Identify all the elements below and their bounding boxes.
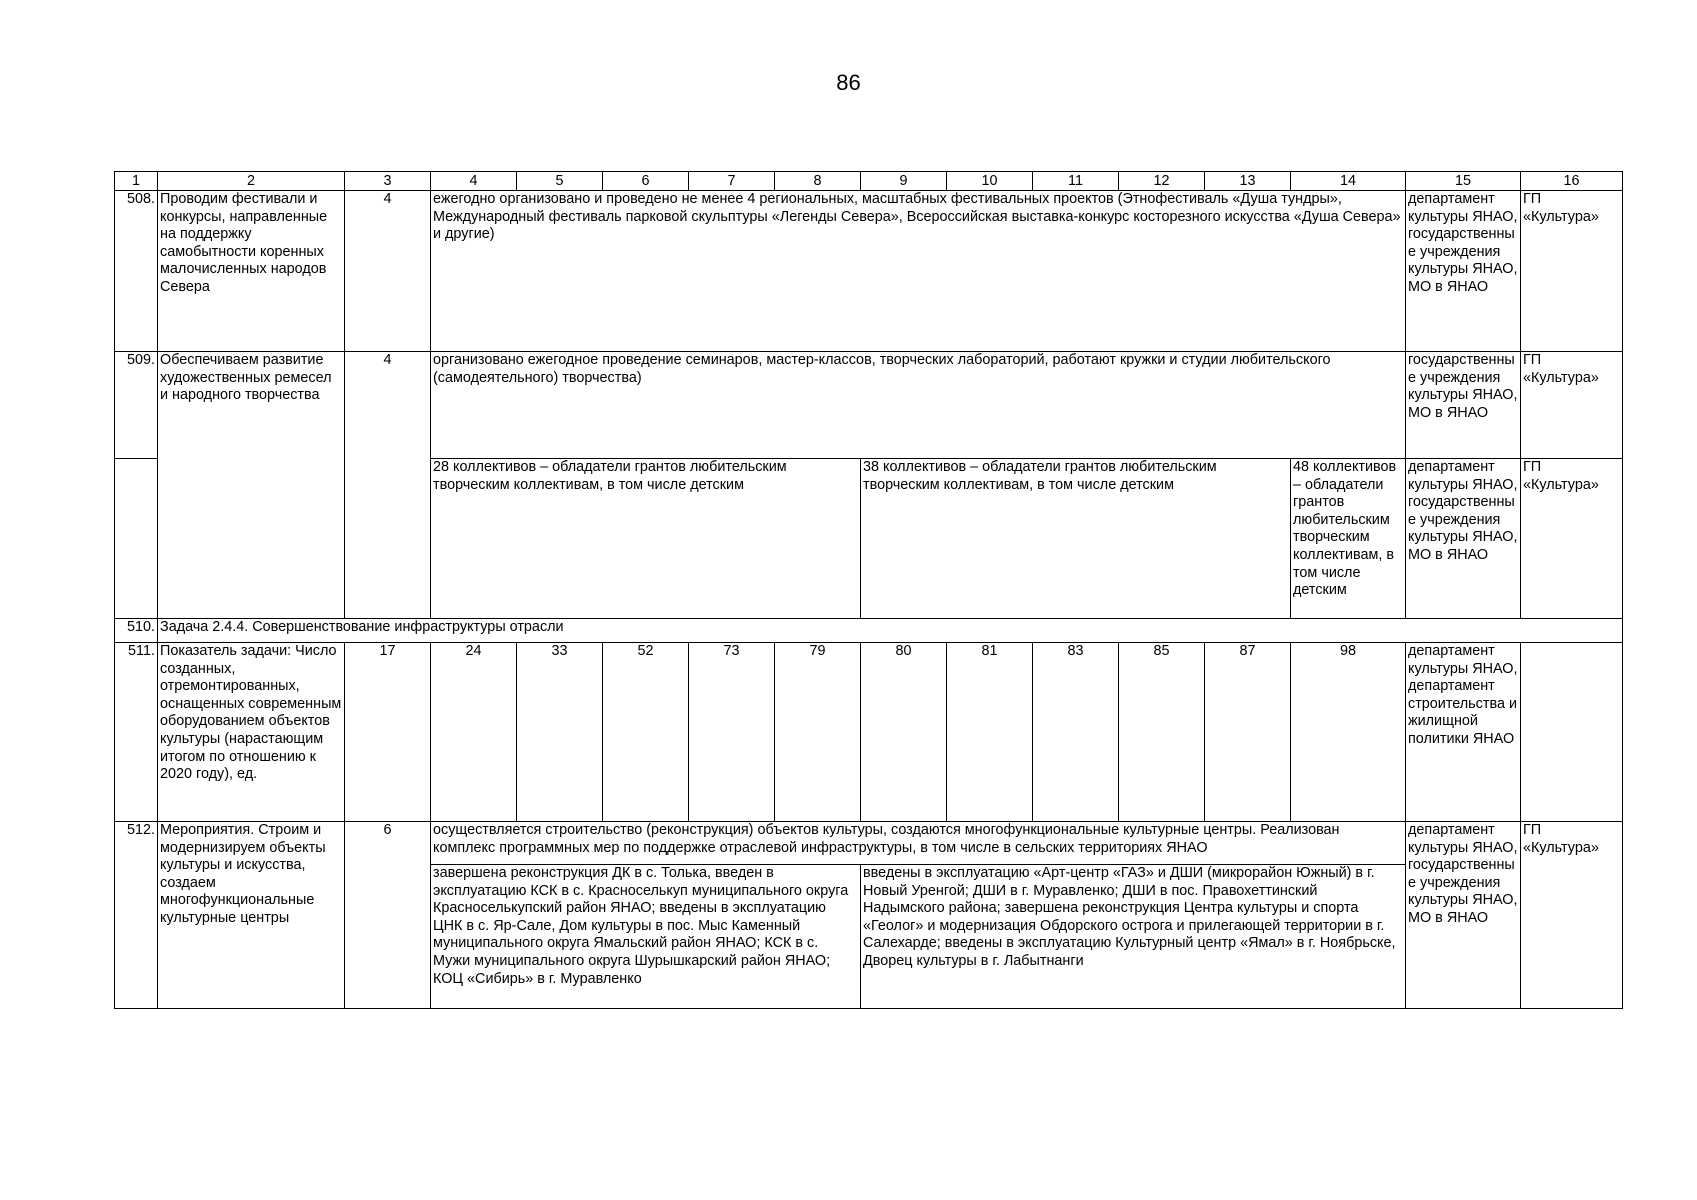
- value-cell: 52: [603, 643, 689, 822]
- row-program: ГП «Культура»: [1521, 459, 1623, 619]
- header-cell: 9: [861, 172, 947, 191]
- row-name: Показатель задачи: Число созданных, отремонтированных, оснащенных современным оборудованием объектов культуры (нарастающим итогом по отношению к 2020 году), ед.: [158, 643, 345, 822]
- value-cell: 33: [517, 643, 603, 822]
- value-cell: 87: [1205, 643, 1291, 822]
- table-row-511: [115, 643, 1623, 822]
- value-cell: 73: [689, 643, 775, 822]
- header-cell: 14: [1291, 172, 1406, 191]
- grants-period-3: 48 коллективов – обладатели грантов любительским творческим коллективам, в том числе детским: [1291, 459, 1406, 619]
- page-number: 86: [836, 70, 861, 95]
- row-number: 509.: [115, 352, 158, 459]
- row-number: 511.: [115, 643, 158, 822]
- objects-period-2: введены в эксплуатацию «Арт-центр «ГАЗ» и ДШИ (микрорайон Южный) в г. Новый Уренгой; ДШИ в г. Муравленко; ДШИ в пос. Правохеттинский Надымского района; завершена реконструкция Центра культуры и спорта «Геолог» и модернизация Обдорского острога и прилегающей территории в г. Салехарде; введены в эксплуатацию Культурный центр «Ямал» в г. Ноябрьске, Дворец культуры в г. Лабытнанги: [861, 865, 1406, 1009]
- row-result: осуществляется строительство (реконструкция) объектов культуры, создаются многофункциональные культурные центры. Реализован комплекс программных мер по поддержке отраслевой инфраструктуры, в том числе в сельских территориях ЯНАО: [431, 822, 1406, 865]
- value-cell: 79: [775, 643, 861, 822]
- row-program: ГП «Культура»: [1521, 822, 1623, 1009]
- row-number: 508.: [115, 191, 158, 352]
- value-cell: 17: [345, 643, 431, 822]
- value-cell: 85: [1119, 643, 1205, 822]
- row-col3: 4: [345, 352, 431, 619]
- header-cell: 8: [775, 172, 861, 191]
- row-program: ГП «Культура»: [1521, 352, 1623, 459]
- row-name: Мероприятия. Строим и модернизируем объекты культуры и искусства, создаем многофункциональные культурные центры: [158, 822, 345, 1009]
- row-col3: 4: [345, 191, 431, 352]
- header-cell: 11: [1033, 172, 1119, 191]
- row-responsible: департамент культуры ЯНАО, государственные учреждения культуры ЯНАО, МО в ЯНАО: [1406, 191, 1521, 352]
- indicators-table: [114, 171, 1623, 1009]
- row-number: 510.: [115, 619, 158, 643]
- table-row-510: [115, 619, 1623, 643]
- task-title: Задача 2.4.4. Совершенствование инфраструктуры отрасли: [158, 619, 1623, 643]
- row-name: Обеспечиваем развитие художественных ремесел и народного творчества: [158, 352, 345, 619]
- header-cell: 13: [1205, 172, 1291, 191]
- header-cell: 15: [1406, 172, 1521, 191]
- value-cell: 80: [861, 643, 947, 822]
- grants-period-1: 28 коллективов – обладатели грантов любительским творческим коллективам, в том числе детским: [431, 459, 861, 619]
- header-cell: 7: [689, 172, 775, 191]
- row-number: 512.: [115, 822, 158, 1009]
- row-number-empty: [115, 459, 158, 619]
- row-result: ежегодно организовано и проведено не менее 4 региональных, масштабных фестивальных проектов (Этнофестиваль «Душа тундры», Международный фестиваль парковой скульптуры «Легенды Севера», Всероссийская выставка-конкурс косторезного искусства «Душа Севера» и другие): [431, 191, 1406, 352]
- header-cell: 16: [1521, 172, 1623, 191]
- header-cell: 2: [158, 172, 345, 191]
- header-cell: 5: [517, 172, 603, 191]
- row-responsible: департамент культуры ЯНАО, департамент строительства и жилищной политики ЯНАО: [1406, 643, 1521, 822]
- row-responsible: департамент культуры ЯНАО, государственные учреждения культуры ЯНАО, МО в ЯНАО: [1406, 822, 1521, 1009]
- table-row-509: [115, 352, 1623, 459]
- header-row: [115, 172, 1623, 191]
- row-program-empty: [1521, 643, 1623, 822]
- row-responsible: государственные учреждения культуры ЯНАО, МО в ЯНАО: [1406, 352, 1521, 459]
- header-cell: 10: [947, 172, 1033, 191]
- row-result: организовано ежегодное проведение семинаров, мастер-классов, творческих лабораторий, работают кружки и студии любительского (самодеятельного) творчества): [431, 352, 1406, 459]
- table-row-512: [115, 822, 1623, 865]
- header-cell: 12: [1119, 172, 1205, 191]
- row-program: ГП «Культура»: [1521, 191, 1623, 352]
- row-col3: 6: [345, 822, 431, 1009]
- value-cell: 24: [431, 643, 517, 822]
- row-responsible: департамент культуры ЯНАО, государственные учреждения культуры ЯНАО, МО в ЯНАО: [1406, 459, 1521, 619]
- grants-period-2: 38 коллективов – обладатели грантов любительским творческим коллективам, в том числе детским: [861, 459, 1291, 619]
- value-cell: 81: [947, 643, 1033, 822]
- value-cell: 83: [1033, 643, 1119, 822]
- header-cell: 4: [431, 172, 517, 191]
- header-cell: 6: [603, 172, 689, 191]
- row-name: Проводим фестивали и конкурсы, направленные на поддержку самобытности коренных малочисленных народов Севера: [158, 191, 345, 352]
- header-cell: 3: [345, 172, 431, 191]
- table-row-508: [115, 191, 1623, 352]
- objects-period-1: завершена реконструкция ДК в с. Толька, введен в эксплуатацию КСК в с. Красноселькуп муниципального округа Красноселькупский район ЯНАО; введены в эксплуатацию ЦНК в с. Яр-Сале, Дом культуры в пос. Мыс Каменный муниципального округа Ямальский район ЯНАО; КСК в с. Мужи муниципального округа Шурышкарский район ЯНАО; КОЦ «Сибирь» в г. Муравленко: [431, 865, 861, 1009]
- value-cell: 98: [1291, 643, 1406, 822]
- header-cell: 1: [115, 172, 158, 191]
